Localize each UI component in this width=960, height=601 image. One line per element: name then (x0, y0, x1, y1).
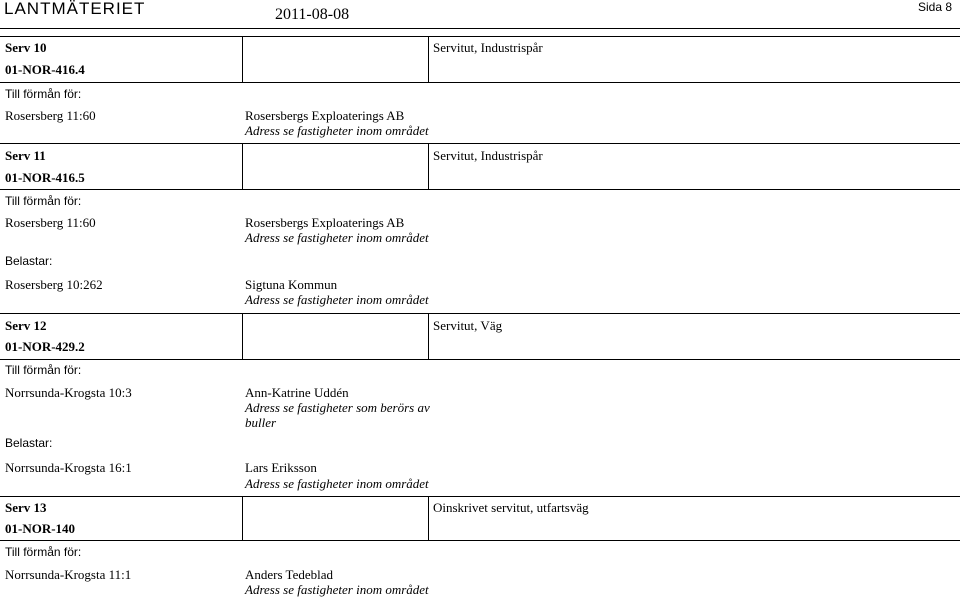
burdened-label: Belastar: (5, 254, 53, 268)
servitude-id: Serv 11 (5, 148, 46, 163)
property-name: Norrsunda-Krogsta 11:1 (5, 567, 132, 582)
servitude-type: Servitut, Väg (433, 318, 503, 333)
beneficiary-label: Till förmån för: (5, 545, 82, 559)
owner-address-note: Adress se fastigheter inom området (245, 123, 429, 138)
property-name: Rosersberg 10:262 (5, 277, 103, 292)
owner-address-note: Adress se fastigheter som berörs av buller (245, 400, 430, 430)
organization-name: LANTMÄTERIET (4, 0, 146, 18)
servitude-type: Servitut, Industrispår (433, 40, 543, 55)
beneficiary-label: Till förmån för: (5, 194, 82, 208)
cell-divider (428, 143, 429, 189)
row-rule (0, 359, 960, 360)
property-name: Norrsunda-Krogsta 10:3 (5, 385, 132, 400)
owner-name: Ann-Katrine Uddén (245, 385, 349, 400)
owner-address-note: Adress se fastigheter inom området (245, 292, 429, 307)
burdened-label: Belastar: (5, 436, 53, 450)
servitude-ref: 01-NOR-416.4 (5, 62, 85, 77)
cell-divider (242, 496, 243, 540)
beneficiary-label: Till förmån för: (5, 87, 82, 101)
cell-divider (428, 36, 429, 82)
row-rule (0, 496, 960, 497)
row-rule (0, 313, 960, 314)
row-rule (0, 540, 960, 541)
property-name: Rosersberg 11:60 (5, 215, 96, 230)
owner-name: Rosersbergs Exploaterings AB (245, 215, 405, 230)
page-number: Sida 8 (917, 0, 952, 14)
property-name: Norrsunda-Krogsta 16:1 (5, 460, 132, 475)
owner-name: Anders Tedeblad (245, 567, 334, 582)
row-rule (0, 82, 960, 83)
property-name: Rosersberg 11:60 (5, 108, 96, 123)
owner-address-note: Adress se fastigheter inom området (245, 582, 429, 597)
servitude-id: Serv 12 (5, 318, 47, 333)
cell-divider (242, 143, 243, 189)
cell-divider (242, 313, 243, 359)
servitude-id: Serv 10 (5, 40, 47, 55)
owner-name: Lars Eriksson (245, 460, 317, 475)
row-rule (0, 36, 960, 37)
cell-divider (242, 36, 243, 82)
cell-divider (428, 313, 429, 359)
servitude-ref: 01-NOR-429.2 (5, 339, 85, 354)
owner-name: Rosersbergs Exploaterings AB (245, 108, 405, 123)
document-date: 2011-08-08 (275, 6, 350, 23)
servitude-type: Oinskrivet servitut, utfartsväg (433, 500, 589, 515)
row-rule (0, 143, 960, 144)
owner-address-note: Adress se fastigheter inom området (245, 476, 429, 491)
row-rule (0, 189, 960, 190)
cell-divider (428, 496, 429, 540)
owner-name: Sigtuna Kommun (245, 277, 338, 292)
servitude-ref: 01-NOR-140 (5, 521, 76, 536)
beneficiary-label: Till förmån för: (5, 363, 82, 377)
servitude-type: Servitut, Industrispår (433, 148, 543, 163)
servitude-ref: 01-NOR-416.5 (5, 170, 85, 185)
header-rule (0, 28, 960, 29)
owner-address-note: Adress se fastigheter inom området (245, 230, 429, 245)
servitude-id: Serv 13 (5, 500, 47, 515)
